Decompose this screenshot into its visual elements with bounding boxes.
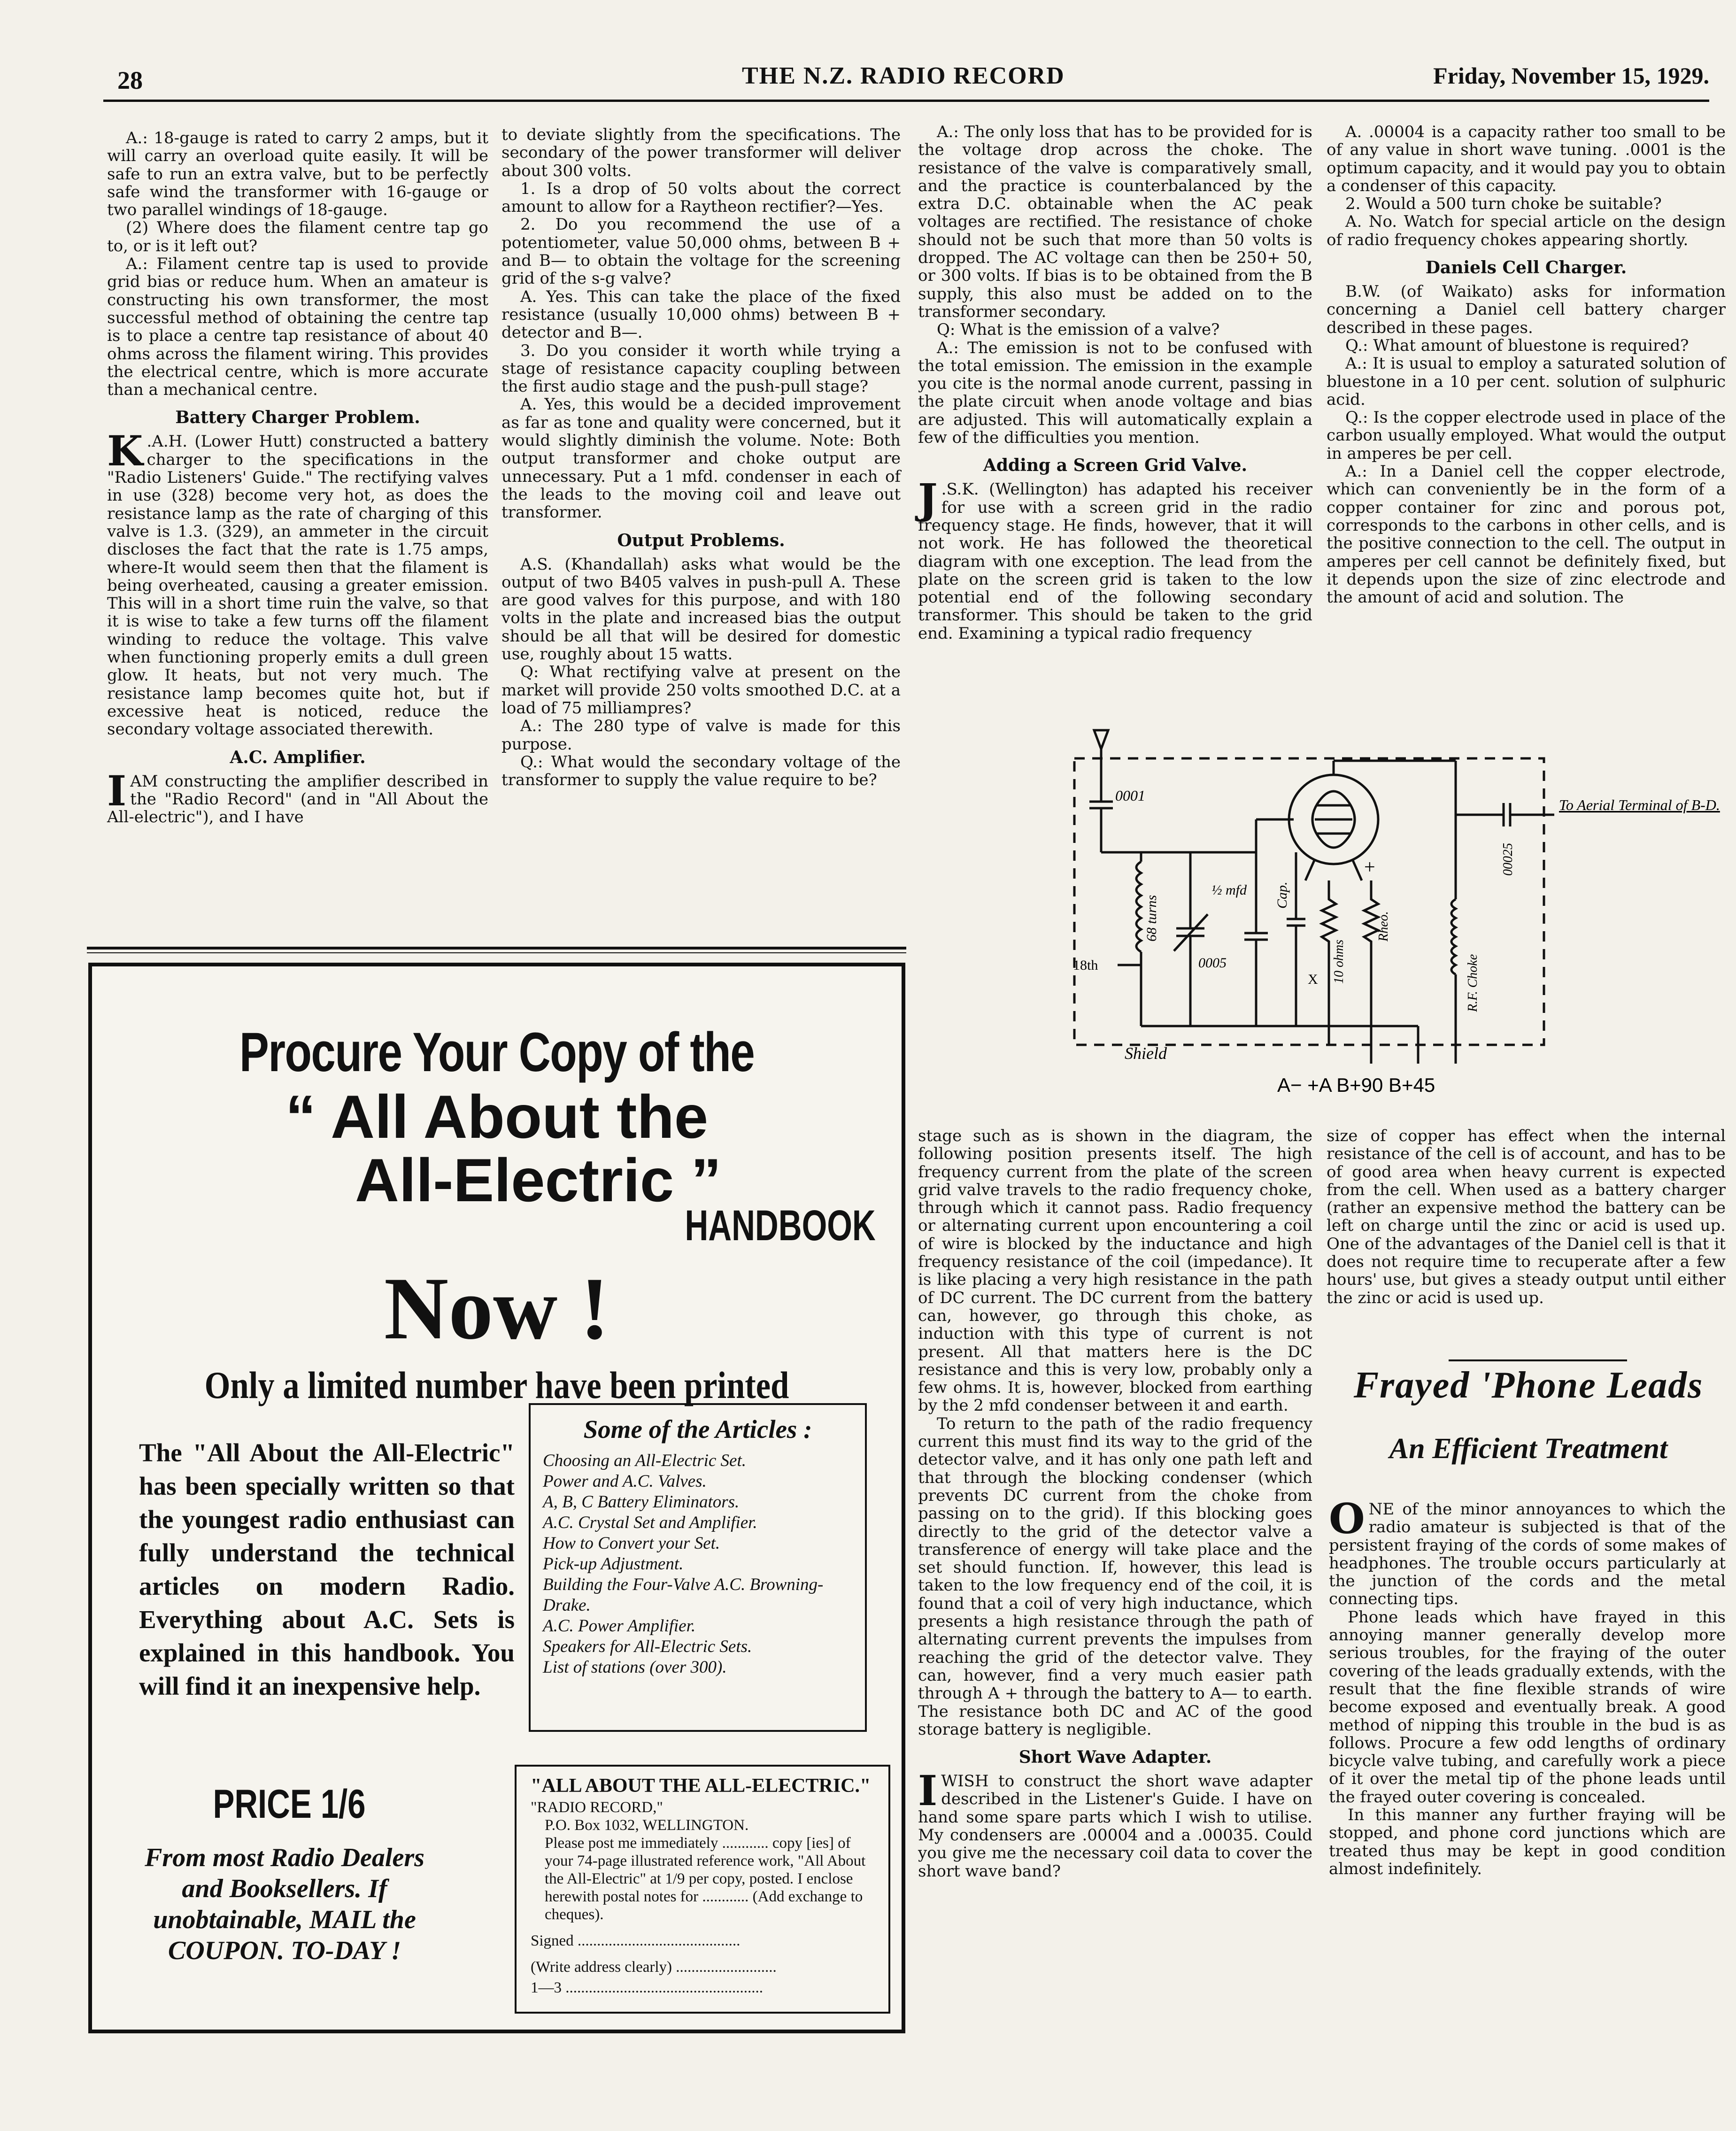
frayed-title: Frayed 'Phone Leads xyxy=(1353,1365,1704,1406)
drop-cap-k: K xyxy=(107,426,143,476)
col2-p7: A.S. (Khandallah) asks what would be the output of two B405 valves in push-pull A. These are good valves for this purpose, and with 180 volts in the plate and increased bias the output should be all that will be desired for domestic use, roughly about 15 watts. xyxy=(502,555,901,664)
page-number: 28 xyxy=(117,66,143,94)
ac-amplifier-text: AM constructing the amplifier described in the "Radio Record" (and in "All About the All-electric"), and I have xyxy=(107,772,488,827)
article-item: A.C. Power Amplifier. xyxy=(543,1616,696,1636)
page-header xyxy=(103,56,1709,99)
ad-now: Now ! xyxy=(384,1259,610,1358)
heading-output-problems: Output Problems. xyxy=(617,530,785,550)
drop-cap-o: O xyxy=(1329,1494,1365,1543)
article-item: List of stations (over 300). xyxy=(543,1658,727,1677)
coupon-address-2: P.O. Box 1032, WELLINGTON. xyxy=(545,1817,749,1834)
circuit-diagram xyxy=(1033,721,1720,1101)
coupon-address-field[interactable]: (Write address clearly) .......................... xyxy=(531,1959,777,1976)
article-item: Building the Four-Valve A.C. Browning-Drake. xyxy=(543,1575,824,1615)
label-cap: Cap. xyxy=(1274,881,1290,909)
ad-articles-list xyxy=(543,1451,853,1678)
coupon-body: Please post me immediately ............ copy [ies] of your 74-page illustrated reference work, "All About the All-Electric" at 1/9 per copy, posted. I enclose herewith postal notes for ............ (Add exchange to cheques). xyxy=(545,1835,866,1923)
column-4-top xyxy=(1327,123,1726,719)
ad-top-rule-thin xyxy=(87,952,906,953)
coupon-code: 1—3 ................................................... xyxy=(531,1979,763,1996)
label-x: X xyxy=(1308,972,1318,987)
column-4-frayed xyxy=(1329,1494,1726,2073)
ad-title-line2: All-Electric ” xyxy=(355,1146,722,1214)
col3-p1: A.: The only loss that has to be provided for is the voltage drop across the choke. The resistance of the valve is comparatively small, and the practice is counterbalanced by the extra D.C. obtainable when the AC peak voltages are rectified. The resistance of choke should not be such that more than 50 volts is dropped. The AC voltage can then be 250+ 50, or 300 volts. If bias is to be obtained from the B supply, this also must be added on to the transformer secondary. xyxy=(918,123,1312,321)
col4-p2: 2. Would a 500 turn choke be suitable? xyxy=(1345,194,1662,214)
column-2 xyxy=(502,126,901,943)
coupon-address-1: "RADIO RECORD," xyxy=(531,1799,663,1816)
variable-capacitor-0005 xyxy=(1174,852,1208,1026)
capacitor-half-mfd xyxy=(1244,852,1268,1026)
masthead-title: THE N.Z. RADIO RECORD xyxy=(742,62,1065,89)
label-terminals: A− +A B+90 B+45 xyxy=(1277,1074,1435,1096)
label-rf-choke: R.F. Choke xyxy=(1466,954,1480,1012)
heading-battery-charger: Battery Charger Problem. xyxy=(175,408,420,428)
ad-title-line1: “ All About the xyxy=(285,1082,709,1151)
col4-p6: A.: It is usual to employ a saturated solution of bluestone in a 10 per cent. solution of sulphuric acid. xyxy=(1327,354,1726,409)
label-cap-0001: 0001 xyxy=(1115,787,1145,804)
col4-p8: A.: In a Daniel cell the copper electrode, which can conveniently be in the form of a copper container for zinc and porous pot, corresponds to the carbons in other cells, and is the positive connection to the cell. The output in amperes per cell cannot be definitely fixed, but it depends upon the size of zinc electrode and the amount of acid and solution. The xyxy=(1327,462,1726,607)
ad-price: PRICE 1/6 xyxy=(213,1782,366,1827)
drop-cap-i-2: I xyxy=(918,1766,938,1815)
coupon-title: "ALL ABOUT THE ALL-ELECTRIC." xyxy=(531,1775,871,1797)
col2-p2: 1. Is a drop of 50 volts about the correct amount to allow for a Raytheon rectifier?—Yes. xyxy=(502,179,901,216)
short-wave-text: WISH to construct the short wave adapter described in the Listener's Guide. I have on hand some spare parts which I wish to utilise. My condensers are .00004 and a .00035. Could you give me the necessary coil data to cover the short wave band? xyxy=(918,1772,1312,1881)
frayed-rule xyxy=(1449,1359,1627,1361)
article-item: A, B, C Battery Eliminators. xyxy=(543,1492,740,1512)
label-shield: Shield xyxy=(1125,1044,1167,1063)
label-cap-0005: 0005 xyxy=(1198,955,1227,971)
article-item: Power and A.C. Valves. xyxy=(543,1472,707,1491)
col4-p4: B.W. (of Waikato) asks for information concerning a Daniel cell battery charger described in these pages. xyxy=(1327,282,1726,337)
col4-cont1: size of copper has effect when the internal resistance of the cell is of account, and has to be of good area when heavy current is expected from the cell. When used as a battery charger (rather an expensive method the battery can be left on charge until the zinc or acid is used up. One of the advantages of the Daniel cell is that it does not require time to recuperate after a few hours' use, but gives a steady output until either the zinc or acid is used up. xyxy=(1327,1127,1726,1307)
screen-grid-text: .S.K. (Wellington) has adapted his receiver for use with a screen grid in the radio frequency stage. He finds, however, that it will not work. He has followed the theoretical diagram with one exception. The lead from the plate on the screen grid is taken to the low potential end of the following secondary transformer. This should be taken to the grid end. Examining a typical radio frequency xyxy=(918,480,1312,643)
ad-headline: Procure Your Copy of the xyxy=(239,1021,755,1083)
col2-p4: A. Yes. This can take the place of the fixed resistance (usually 10,000 ohms) between B + detector and B—. xyxy=(502,287,901,342)
col2-p6: A. Yes, this would be a decided improvement as far as tone and quality were concerned, but it would slightly diminish the volume. Note: Both output transformer and choke output are unnecessary. Put a 1 mfd. condenser in each of the leads to the moving coil and leave out transformer. xyxy=(502,395,901,522)
article-item: Choosing an All-Electric Set. xyxy=(543,1451,746,1470)
col1-answer-gauge: A.: 18-gauge is rated to carry 2 amps, but it will carry an overload quite easily. It will be safe to run an extra valve, but to be perfectly safe wind the transformer with 16-gauge or two parallel windings of 18-gauge. xyxy=(107,129,488,220)
col4-p7: Q.: Is the copper electrode used in place of the carbon usually employed. What would the output in amperes be per cell. xyxy=(1327,408,1726,463)
capacitor-0001 xyxy=(1089,787,1113,852)
heading-daniels-cell: Daniels Cell Charger. xyxy=(1425,258,1627,278)
ad-where-to-buy: From most Radio Dealers and Booksellers. If unobtainable, MAIL the COUPON. TO-DAY ! xyxy=(145,1843,424,1965)
screen-grid-valve xyxy=(1256,761,1456,880)
frayed-subtitle: An Efficient Treatment xyxy=(1389,1433,1668,1465)
label-10-ohms: 10 ohms xyxy=(1332,939,1346,984)
column-4-bottom xyxy=(1327,1127,1726,1371)
handbook-advertisement xyxy=(88,963,905,2033)
col1-answer-centre-tap: A.: Filament centre tap is used to provide grid bias or reduce hum. When an amateur is constructing his own transformer, the most successful method of obtaining the centre tap is to place a centre tap resistance of about 40 ohms across the filament wiring. This provides the electrical centre, which is more accurate than a mechanical centre. xyxy=(107,255,488,400)
label-plus: + xyxy=(1364,857,1375,878)
heading-ac-amplifier: A.C. Amplifier. xyxy=(230,747,366,767)
article-item: A.C. Crystal Set and Amplifier. xyxy=(543,1513,757,1532)
frayed-p1: NE of the minor annoyances to which the radio amateur is subjected is that of the persistent fraying of the cords of some makes of headphones. The trouble occurs particularly at the junction of the cords and the metal connecting tips. xyxy=(1329,1500,1726,1609)
rheostat xyxy=(1364,880,1378,1064)
battery-charger-text: .A.H. (Lower Hutt) constructed a battery charger to the specifications in the "Radio Listeners' Guide." The rectifying valves in use (328) become very hot, as does the resistance lamp as the rate of charging of this valve is 1.3. (329), an ammeter in the circuit discloses the fact that the rate is 1.75 amps, where-It would seem then that the filament is being overheated, causing a greater emission. This will in a short time ruin the valve, so that it is wise to take a few turns off the filament winding to reduce the voltage. This valve when functioning properly emits a dull green glow. It heats, but not very much. The resistance lamp becomes quite hot, but if excessive heat is noticed, reduce the secondary voltage associated therewith. xyxy=(107,432,488,739)
col3-p3: A.: The emission is not to be confused with the total emission. The emission in the example you cite is the normal anode current, passing in the plate circuit when anode voltage and bias are adjusted. This will automatically explain a few of the difficulties you mention. xyxy=(918,338,1312,448)
ad-articles-box xyxy=(529,1403,867,1732)
label-cap-00025: 00025 xyxy=(1501,843,1515,876)
rf-choke xyxy=(1418,761,1456,1064)
col2-p5: 3. Do you consider it worth while trying a stage of resistance capacity coupling between the first audio stage and the push-pull stage? xyxy=(502,341,901,396)
col4-p1: A. .00004 is a capacity rather too small to be of any value in short wave tuning. .0001 is the optimum capacity, and it would pay you to obtain a condenser of this capacity. xyxy=(1327,123,1726,195)
col2-p8: Q: What rectifying valve at present on the market will provide 250 volts smoothed D.C. at a load of 75 milliampres? xyxy=(502,663,901,718)
col1-question-centre-tap: (2) Where does the filament centre tap go to, or is it left out? xyxy=(107,218,488,255)
label-rheo: Rheo. xyxy=(1376,911,1391,942)
label-aerial: To Aerial Terminal of B-D. xyxy=(1559,796,1720,813)
col3-cont1: stage such as is shown in the diagram, the following position presents itself. The high frequency current from the plate of the screen grid valve travels to the radio frequency choke, through which it cannot pass. Radio frequency or alternating current upon encountering a coil of wire is blocked by the inductance and high frequency resistance of the coil (impedance). It is like placing a very high resistance in the path of DC current. The DC current from the battery can, however, go through this choke, as induction with this type of current is not present. All that matters here is the DC resistance and this is very low, probably only a few ohms. It is, however, blocked from earthing by the 2 mfd condenser between it and earth. xyxy=(918,1127,1312,1415)
capacitor-cap xyxy=(1287,852,1305,1026)
ad-top-rule xyxy=(87,947,906,950)
ad-limited: Only a limited number have been printed xyxy=(204,1364,789,1406)
frayed-p2: Phone leads which have frayed in this annoying manner generally develop more serious troubles, for the fraying of the outer covering of the leads gradually extends, with the result that the fine flexible strands of wire become exposed and eventually break. A good method of nipping this trouble in the bud is as follows. Procure a few odd lengths of ordinary bicycle valve tubing, and carefully work a piece of it over the metal tip of the phone leads until the frayed outer covering is concealed. xyxy=(1329,1607,1726,1807)
col3-p2: Q: What is the emission of a valve? xyxy=(937,320,1220,340)
label-half-mfd: ½ mfd xyxy=(1211,882,1247,898)
header-rule xyxy=(103,100,1709,102)
order-coupon xyxy=(515,1765,890,2014)
col2-p3: 2. Do you recommend the use of a potentiometer, value 50,000 ohms, between B + and B— to obtain the voltage for the screening grid of the s-g valve? xyxy=(502,215,901,288)
heading-short-wave: Short Wave Adapter. xyxy=(1018,1747,1212,1768)
col2-p9: A.: The 280 type of valve is made for this purpose. xyxy=(502,717,901,754)
article-item: How to Convert your Set. xyxy=(543,1534,720,1553)
issue-date: Friday, November 15, 1929. xyxy=(1433,62,1709,89)
drop-cap-i: I xyxy=(107,766,127,815)
ad-blurb: The "All About the All-Electric" has been specially written so that the youngest radio enthusiast can fully understand the technical articles on modern Radio. Everything about A.C. Sets is explained in this handbook. You will find it an inexpensive help. xyxy=(139,1438,515,1700)
label-lead: 18th xyxy=(1073,957,1098,973)
coupon-signed-field[interactable]: Signed .......................................... xyxy=(531,1932,741,1949)
heading-screen-grid: Adding a Screen Grid Valve. xyxy=(983,456,1248,476)
article-item: Speakers for All-Electric Sets. xyxy=(543,1637,752,1656)
article-item: Pick-up Adjustment. xyxy=(543,1554,684,1574)
ad-articles-title: Some of the Articles : xyxy=(583,1415,812,1444)
drop-cap-j: J xyxy=(918,474,938,524)
col4-p5: Q.: What amount of bluestone is required? xyxy=(1345,336,1689,355)
label-turns: 68 turns xyxy=(1144,895,1159,942)
capacitor-00025 xyxy=(1456,803,1554,826)
col2-p10: Q.: What would the secondary voltage of the transformer to supply the value require to be? xyxy=(502,752,901,790)
column-1 xyxy=(107,129,488,951)
column-3-top xyxy=(918,123,1312,724)
ad-handbook: HANDBOOK xyxy=(685,1202,876,1250)
col3-cont2: To return to the path of the radio frequency current this must find its way to the grid of the detector valve, and it has only one path left and that through the blocking condenser (which prevents DC current from the choke from passing on to the grid). If this blocking goes directly to the grid of the detector valve a transference of energy will take place and the set should function. If, however, this lead is taken to the low frequency end of the coil, it is found that a coil of very high inductance, which presents a high resistance through the path of alternating current prevents the impulses from reaching the grid of the detector valve. They can, however, find a very much easier path through A + through the battery to A— to earth. The resistance both DC and AC of the good storage battery is negligible. xyxy=(918,1414,1312,1739)
col2-p1: to deviate slightly from the specifications. The secondary of the power transformer will deliver about 300 volts. xyxy=(502,125,901,180)
frayed-p3: In this manner any further fraying will be stopped, and phone cord junctions which are treated thus may be kept in good condition almost indefinitely. xyxy=(1329,1806,1726,1878)
col4-p3: A. No. Watch for special article on the design of radio frequency chokes appearing shortly. xyxy=(1327,212,1726,249)
column-3-bottom xyxy=(918,1127,1312,2071)
